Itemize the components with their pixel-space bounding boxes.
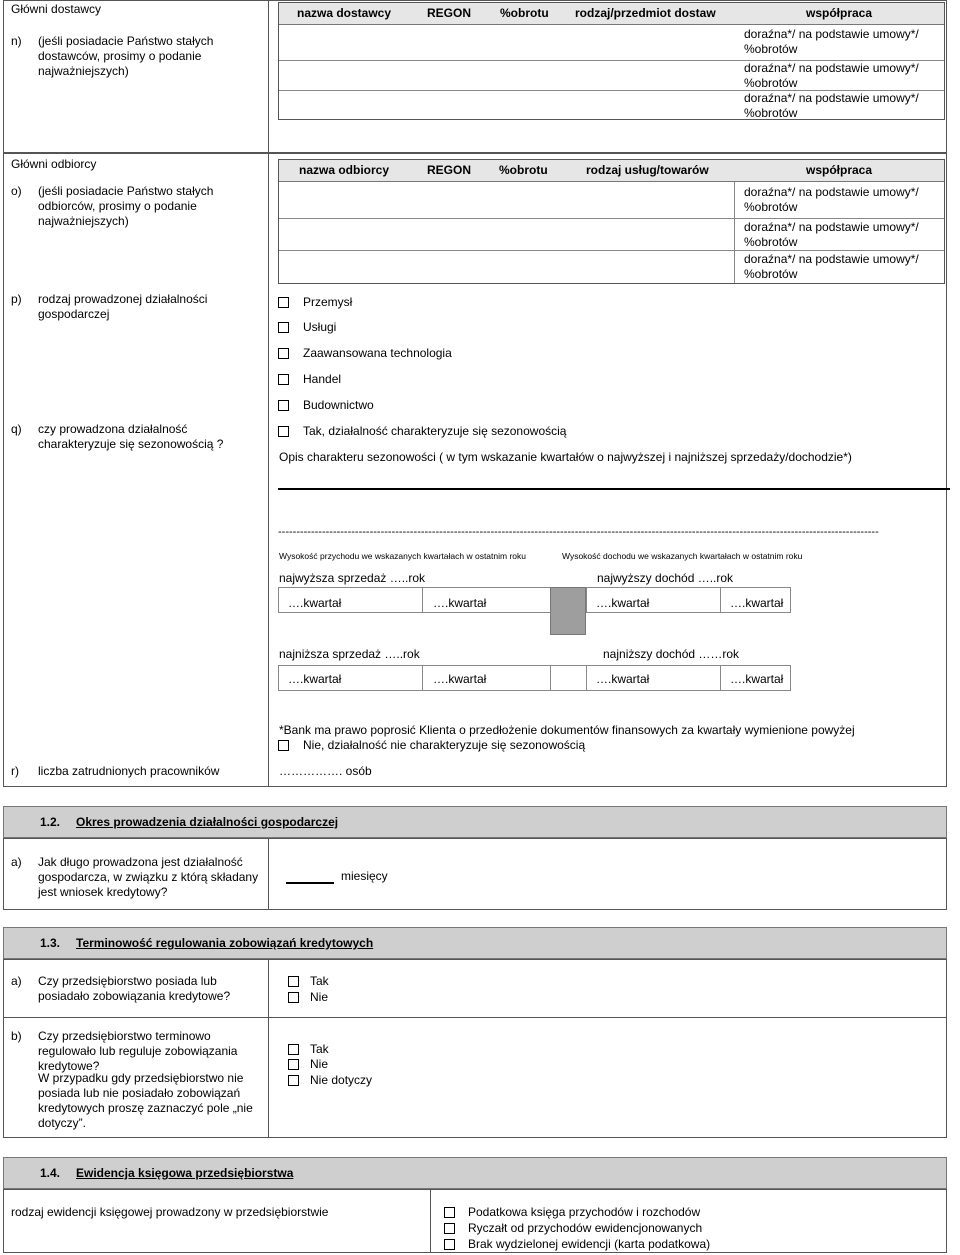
ledger-label: rodzaj ewidencji księgowej prowadzony w przedsiębiorstwie [11, 1205, 329, 1219]
lowest-sales-q1[interactable]: ….kwartał [288, 672, 342, 686]
option-construction: Budownictwo [303, 398, 374, 412]
lowest-income-label: najniższy dochód ……rok [603, 647, 740, 661]
seasonality-letter: q) [11, 422, 22, 436]
section-1-2-title: Okres prowadzenia działalności gospodarczej [76, 815, 339, 829]
customers-col-type: rodzaj usług/towarów [586, 163, 709, 177]
option-industry: Przemysł [303, 295, 353, 309]
checkbox-construction[interactable] [278, 400, 289, 411]
seasonality-dashes: -------------------------------------------------------------------------------------------------------------------------------------------------------------------- [278, 526, 879, 538]
credit-b-letter: b) [11, 1029, 22, 1043]
option-services: Usługi [303, 320, 337, 334]
customers-row-2-coop[interactable]: doraźna*/ na podstawie umowy*/ %obrotów [744, 220, 919, 249]
suppliers-row-2-coop[interactable]: doraźna*/ na podstawie umowy*/ %obrotów [744, 61, 919, 90]
employees-letter: r) [11, 764, 19, 778]
duration-input[interactable] [286, 882, 334, 884]
customers-col-name: nazwa odbiorcy [299, 163, 390, 177]
lowest-income-q1[interactable]: ….kwartał [596, 672, 650, 686]
section-1-3-bar [3, 927, 947, 959]
option-credit-b-yes: Tak [310, 1042, 329, 1056]
seasonality-description-field[interactable] [278, 488, 950, 490]
customers-col-regon: REGON [427, 163, 472, 177]
checkbox-credit-a-yes[interactable] [288, 976, 299, 987]
option-ledger-kpir: Podatkowa księga przychodów i rozchodów [468, 1205, 701, 1219]
employees-field[interactable]: ……………. osób [279, 764, 372, 778]
suppliers-col-type: rodzaj/przedmiot dostaw [575, 6, 716, 20]
option-trade: Handel [303, 372, 342, 386]
activity-letter: p) [11, 292, 22, 306]
option-credit-b-na: Nie dotyczy [310, 1073, 373, 1087]
main-divider [268, 153, 269, 787]
highest-spacer [550, 587, 586, 635]
customers-table-header [279, 160, 944, 182]
seasonality-label: czy prowadzona działalność charakteryzuje się sezonowością ? [38, 422, 224, 451]
option-credit-a-yes: Tak [310, 974, 329, 988]
lowest-sales-label: najniższa sprzedaż …..rok [279, 647, 420, 661]
lowest-sales-q2[interactable]: ….kwartał [433, 672, 487, 686]
lowest-income-q2[interactable]: ….kwartał [730, 672, 784, 686]
seasonality-description-prompt: Opis charakteru sezonowości ( w tym wskazanie kwartałów o najwyższej i najniższej sprzedaży/dochodzie*) [279, 450, 852, 464]
checkbox-seasonal-yes[interactable] [278, 426, 289, 437]
highest-sales-label: najwyższa sprzedaż …..rok [279, 571, 426, 585]
customers-title: Główni odbiorcy [11, 157, 97, 171]
suppliers-row-1-coop[interactable]: doraźna*/ na podstawie umowy*/ %obrotów [744, 27, 919, 56]
option-credit-a-no: Nie [310, 990, 329, 1004]
suppliers-col-share: %obrotu [500, 6, 549, 20]
employees-label: liczba zatrudnionych pracowników [38, 764, 220, 778]
option-hightech: Zaawansowana technologia [303, 346, 452, 360]
income-heading: Wysokość dochodu we wskazanych kwartałach w ostatnim roku [562, 551, 803, 561]
customers-col-share: %obrotu [499, 163, 548, 177]
customers-description: (jeśli posiadacie Państwo stałych odbiorców, prosimy o podanie najważniejszych) [38, 184, 214, 228]
checkbox-ledger-lump[interactable] [444, 1223, 455, 1234]
credit-b-question: Czy przedsiębiorstwo terminowo regulowało lub reguluje zobowiązania kredytowe? [38, 1029, 238, 1073]
bank-note: *Bank ma prawo poprosić Klienta o przedłożenie dokumentów finansowych za kwartały wymienione powyżej [279, 723, 855, 737]
checkbox-hightech[interactable] [278, 348, 289, 359]
option-ledger-lump: Ryczałt od przychodów ewidencjonowanych [468, 1221, 703, 1235]
checkbox-credit-b-yes[interactable] [288, 1044, 299, 1055]
suppliers-divider [268, 0, 269, 153]
activity-label: rodzaj prowadzonej działalności gospodarczej [38, 292, 208, 321]
suppliers-col-coop: współpraca [806, 6, 873, 20]
checkbox-services[interactable] [278, 322, 289, 333]
revenue-heading: Wysokość przychodu we wskazanych kwartałach w ostatnim roku [279, 551, 526, 561]
suppliers-letter: n) [11, 34, 22, 48]
option-seasonal-yes: Tak, działalność charakteryzuje się sezonowością [303, 424, 567, 438]
customers-row-1-coop[interactable]: doraźna*/ na podstawie umowy*/ %obrotów [744, 185, 919, 214]
suppliers-col-regon: REGON [427, 6, 472, 20]
checkbox-credit-b-no[interactable] [288, 1059, 299, 1070]
option-ledger-none: Brak wydzielonej ewidencji (karta podatkowa) [468, 1237, 711, 1251]
section-1-3-number: 1.3. [40, 936, 61, 950]
section-1-2-number: 1.2. [40, 815, 61, 829]
section-1-4-bar [3, 1157, 947, 1189]
credit-a-question: Czy przedsiębiorstwo posiada lub posiadało zobowiązania kredytowe? [38, 974, 231, 1003]
highest-quarters-grid[interactable] [278, 587, 791, 613]
checkbox-ledger-none[interactable] [444, 1239, 455, 1250]
suppliers-row-3-coop[interactable]: doraźna*/ na podstawie umowy*/ %obrotów [744, 91, 919, 120]
suppliers-col-name: nazwa dostawcy [297, 6, 392, 20]
checkbox-seasonal-no[interactable] [278, 740, 289, 751]
suppliers-title: Główni dostawcy [11, 2, 102, 16]
section-1-4-title: Ewidencja księgowa przedsiębiorstwa [76, 1166, 294, 1180]
customers-row-3-coop[interactable]: doraźna*/ na podstawie umowy*/ %obrotów [744, 252, 919, 281]
checkbox-credit-a-no[interactable] [288, 992, 299, 1003]
lowest-quarters-grid[interactable] [278, 665, 791, 691]
section-1-2-bar [3, 806, 947, 838]
credit-b-note: W przypadku gdy przedsiębiorstwo nie posiada lub nie posiadało zobowiązań kredytowych proszę zaznaczyć pole „nie dotyczy”. [38, 1071, 253, 1130]
duration-unit: miesięcy [341, 869, 388, 883]
credit-a-letter: a) [11, 974, 22, 988]
duration-question: Jak długo prowadzona jest działalność gospodarcza, w związku z którą składany jest wniosek kredytowy? [38, 855, 259, 899]
option-credit-b-no: Nie [310, 1057, 329, 1071]
option-seasonal-no: Nie, działalność nie charakteryzuje się sezonowością [303, 738, 586, 752]
customers-letter: o) [11, 184, 22, 198]
highest-income-q2[interactable]: ….kwartał [730, 596, 784, 610]
customers-col-coop: współpraca [806, 163, 873, 177]
highest-income-q1[interactable]: ….kwartał [596, 596, 650, 610]
checkbox-industry[interactable] [278, 297, 289, 308]
section-1-4-number: 1.4. [40, 1166, 61, 1180]
suppliers-description: (jeśli posiadacie Państwo stałych dostawców, prosimy o podanie najważniejszych) [38, 34, 214, 78]
highest-sales-q2[interactable]: ….kwartał [433, 596, 487, 610]
highest-income-label: najwyższy dochód …..rok [597, 571, 734, 585]
suppliers-table-header [279, 3, 944, 25]
checkbox-trade[interactable] [278, 374, 289, 385]
highest-sales-q1[interactable]: ….kwartał [288, 596, 342, 610]
duration-letter: a) [11, 855, 22, 869]
checkbox-credit-b-na[interactable] [288, 1075, 299, 1086]
section-1-3-title: Terminowość regulowania zobowiązań kredytowych [76, 936, 374, 950]
checkbox-ledger-kpir[interactable] [444, 1207, 455, 1218]
